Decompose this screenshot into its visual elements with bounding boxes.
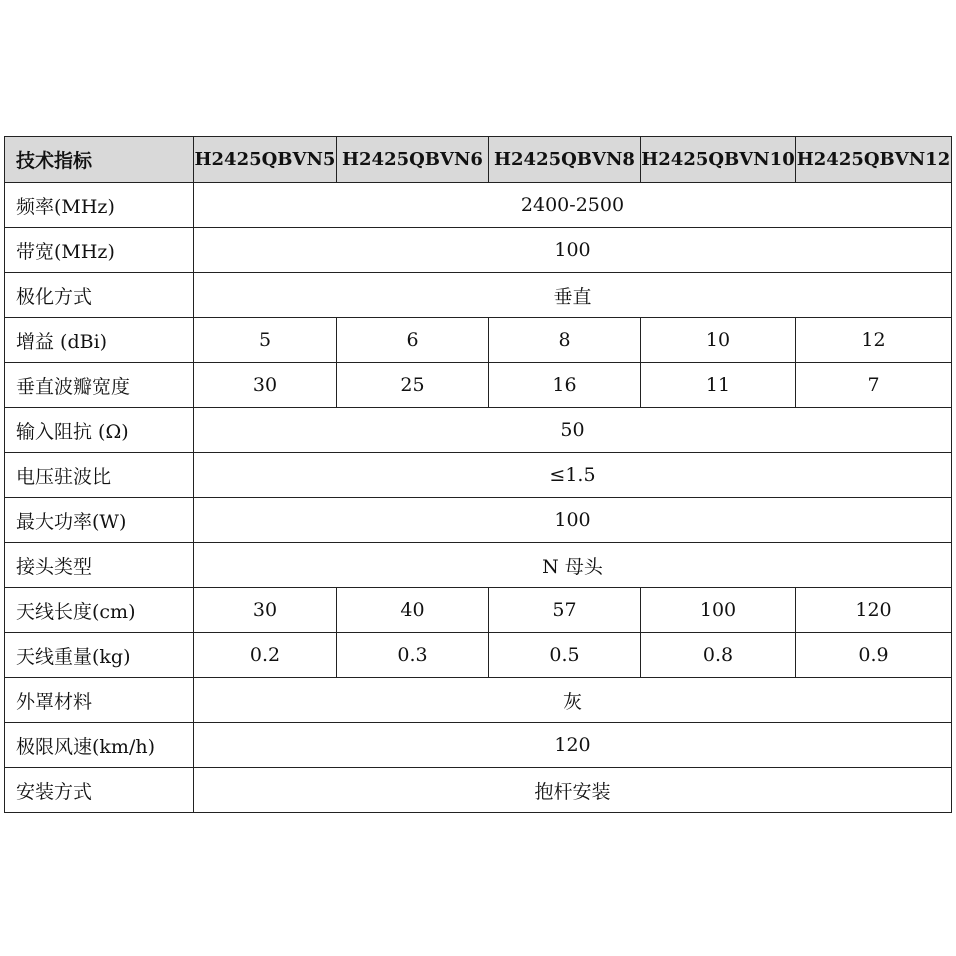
row-cell: 0.2 bbox=[194, 633, 337, 678]
row-cell: 7 bbox=[796, 363, 952, 408]
table-row bbox=[5, 363, 952, 408]
row-label: 安装方式 bbox=[5, 768, 194, 813]
header-label: 技术指标 bbox=[5, 137, 194, 183]
table-row bbox=[5, 318, 952, 363]
row-value: 垂直 bbox=[194, 273, 952, 318]
table-row bbox=[5, 588, 952, 633]
table-row bbox=[5, 633, 952, 678]
table-row bbox=[5, 273, 952, 318]
row-label: 电压驻波比 bbox=[5, 453, 194, 498]
header-model: H2425QBVN8 bbox=[489, 137, 641, 183]
row-value: 2400-2500 bbox=[194, 183, 952, 228]
row-value: 100 bbox=[194, 498, 952, 543]
row-cell: 100 bbox=[641, 588, 796, 633]
row-cell: 6 bbox=[337, 318, 489, 363]
table-row bbox=[5, 408, 952, 453]
table-row bbox=[5, 723, 952, 768]
table-row bbox=[5, 543, 952, 588]
row-value: 120 bbox=[194, 723, 952, 768]
spec-table bbox=[4, 136, 952, 813]
row-value: 抱杆安装 bbox=[194, 768, 952, 813]
table-row bbox=[5, 498, 952, 543]
row-value: 50 bbox=[194, 408, 952, 453]
row-cell: 0.5 bbox=[489, 633, 641, 678]
row-cell: 5 bbox=[194, 318, 337, 363]
row-cell: 0.3 bbox=[337, 633, 489, 678]
row-value: 灰 bbox=[194, 678, 952, 723]
header-row bbox=[5, 137, 952, 183]
row-cell: 25 bbox=[337, 363, 489, 408]
row-label: 带宽(MHz) bbox=[5, 228, 194, 273]
row-cell: 11 bbox=[641, 363, 796, 408]
table-row bbox=[5, 768, 952, 813]
row-label: 输入阻抗 (Ω) bbox=[5, 408, 194, 453]
row-label: 极化方式 bbox=[5, 273, 194, 318]
header-model: H2425QBVN12 bbox=[796, 137, 952, 183]
row-label: 外罩材料 bbox=[5, 678, 194, 723]
table-row bbox=[5, 228, 952, 273]
table-row bbox=[5, 453, 952, 498]
row-label: 频率(MHz) bbox=[5, 183, 194, 228]
row-cell: 0.9 bbox=[796, 633, 952, 678]
row-label: 天线重量(kg) bbox=[5, 633, 194, 678]
row-cell: 16 bbox=[489, 363, 641, 408]
row-label: 增益 (dBi) bbox=[5, 318, 194, 363]
row-cell: 40 bbox=[337, 588, 489, 633]
row-value: N 母头 bbox=[194, 543, 952, 588]
header-model: H2425QBVN6 bbox=[337, 137, 489, 183]
row-label: 极限风速(km/h) bbox=[5, 723, 194, 768]
row-label: 天线长度(cm) bbox=[5, 588, 194, 633]
row-cell: 8 bbox=[489, 318, 641, 363]
row-label: 垂直波瓣宽度 bbox=[5, 363, 194, 408]
row-cell: 57 bbox=[489, 588, 641, 633]
row-label: 最大功率(W) bbox=[5, 498, 194, 543]
row-cell: 120 bbox=[796, 588, 952, 633]
table-row bbox=[5, 678, 952, 723]
row-cell: 0.8 bbox=[641, 633, 796, 678]
row-cell: 30 bbox=[194, 363, 337, 408]
row-cell: 12 bbox=[796, 318, 952, 363]
row-value: ≤1.5 bbox=[194, 453, 952, 498]
header-model: H2425QBVN10 bbox=[641, 137, 796, 183]
row-label: 接头类型 bbox=[5, 543, 194, 588]
row-cell: 10 bbox=[641, 318, 796, 363]
table-row bbox=[5, 183, 952, 228]
row-cell: 30 bbox=[194, 588, 337, 633]
header-model: H2425QBVN5 bbox=[194, 137, 337, 183]
row-value: 100 bbox=[194, 228, 952, 273]
